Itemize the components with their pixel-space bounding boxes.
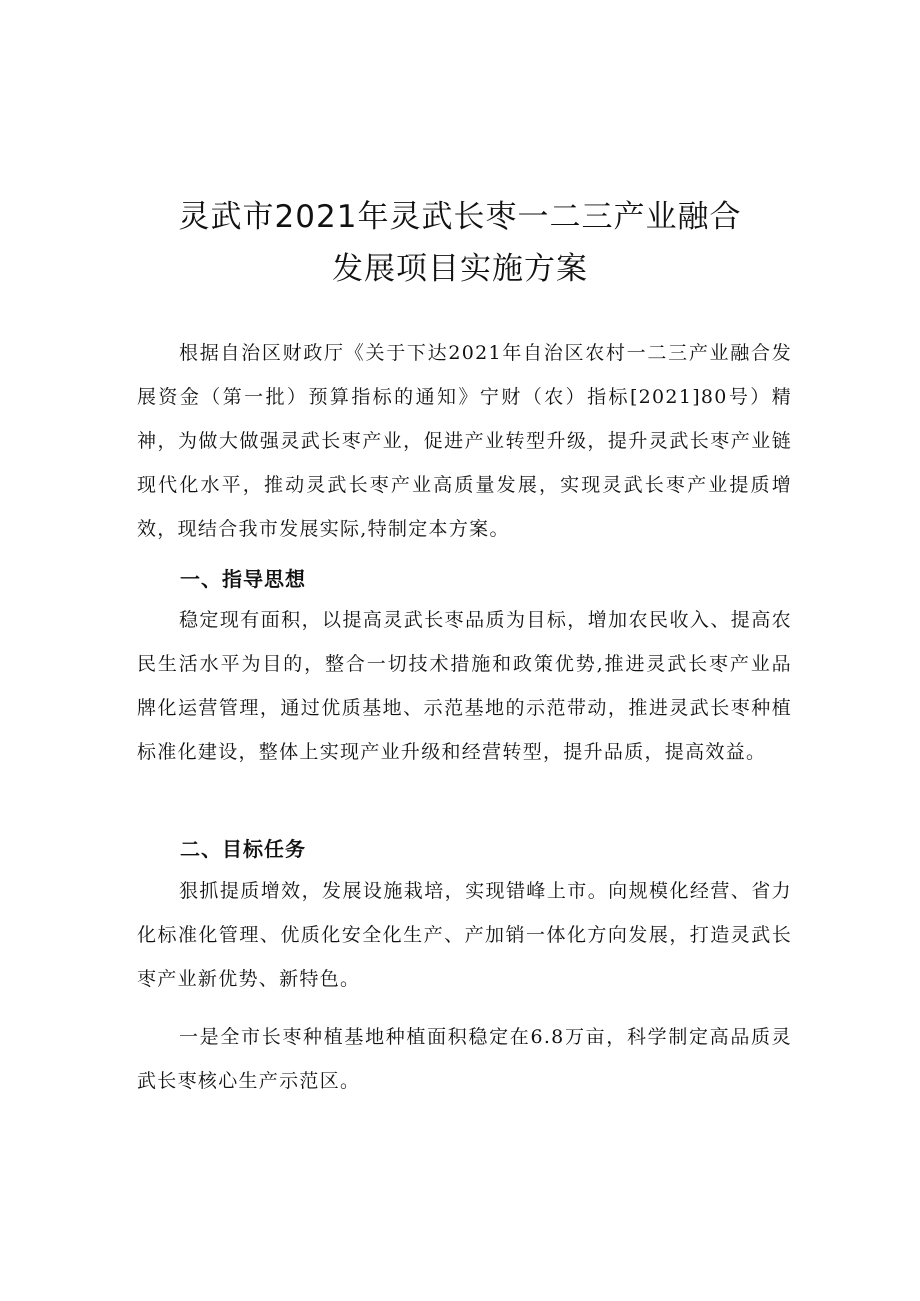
document-title-line-2: 发展项目实施方案 — [332, 251, 588, 287]
intro-paragraph: 根据自治区财政厅《关于下达2021年自治区农村一二三产业融合发展资金（第一批）预算指标的通知》宁财（农）指标[2021]80号）精神，为做大做强灵武长枣产业，促进产业转型升级，提升灵武长枣产业链现代化水平，推动灵武长枣产业高质量发展，实现灵武长枣产业提质增效，现结合我市发展实际,特制定本方案。 — [137, 342, 792, 540]
section-1-paragraph: 稳定现有面积，以提高灵武长枣品质为目标，增加农民收入、提高农民生活水平为目的，整合一切技术措施和政策优势,推进灵武长枣产业品牌化运营管理，通过优质基地、示范基地的示范带动，推进灵武长枣种植标准化建设，整体上实现产业升级和经营转型，提升品质，提高效益。 — [137, 609, 792, 763]
section-2-paragraph: 狠抓提质增效，发展设施栽培，实现错峰上市。向规模化经营、省力化标准化管理、优质化安全化生产、产加销一体化方向发展，打造灵武长枣产业新优势、新特色。 — [137, 880, 792, 990]
section-2-item-1: 一是全市长枣种植基地种植面积稳定在6.8万亩，科学制定高品质灵武长枣核心生产示范区。 — [137, 1026, 792, 1092]
section-1-heading: 一、指导思想 — [180, 567, 306, 591]
document-title-line-1: 灵武市2021年灵武长枣一二三产业融合 — [178, 199, 742, 235]
section-2-heading: 二、目标任务 — [180, 837, 306, 861]
